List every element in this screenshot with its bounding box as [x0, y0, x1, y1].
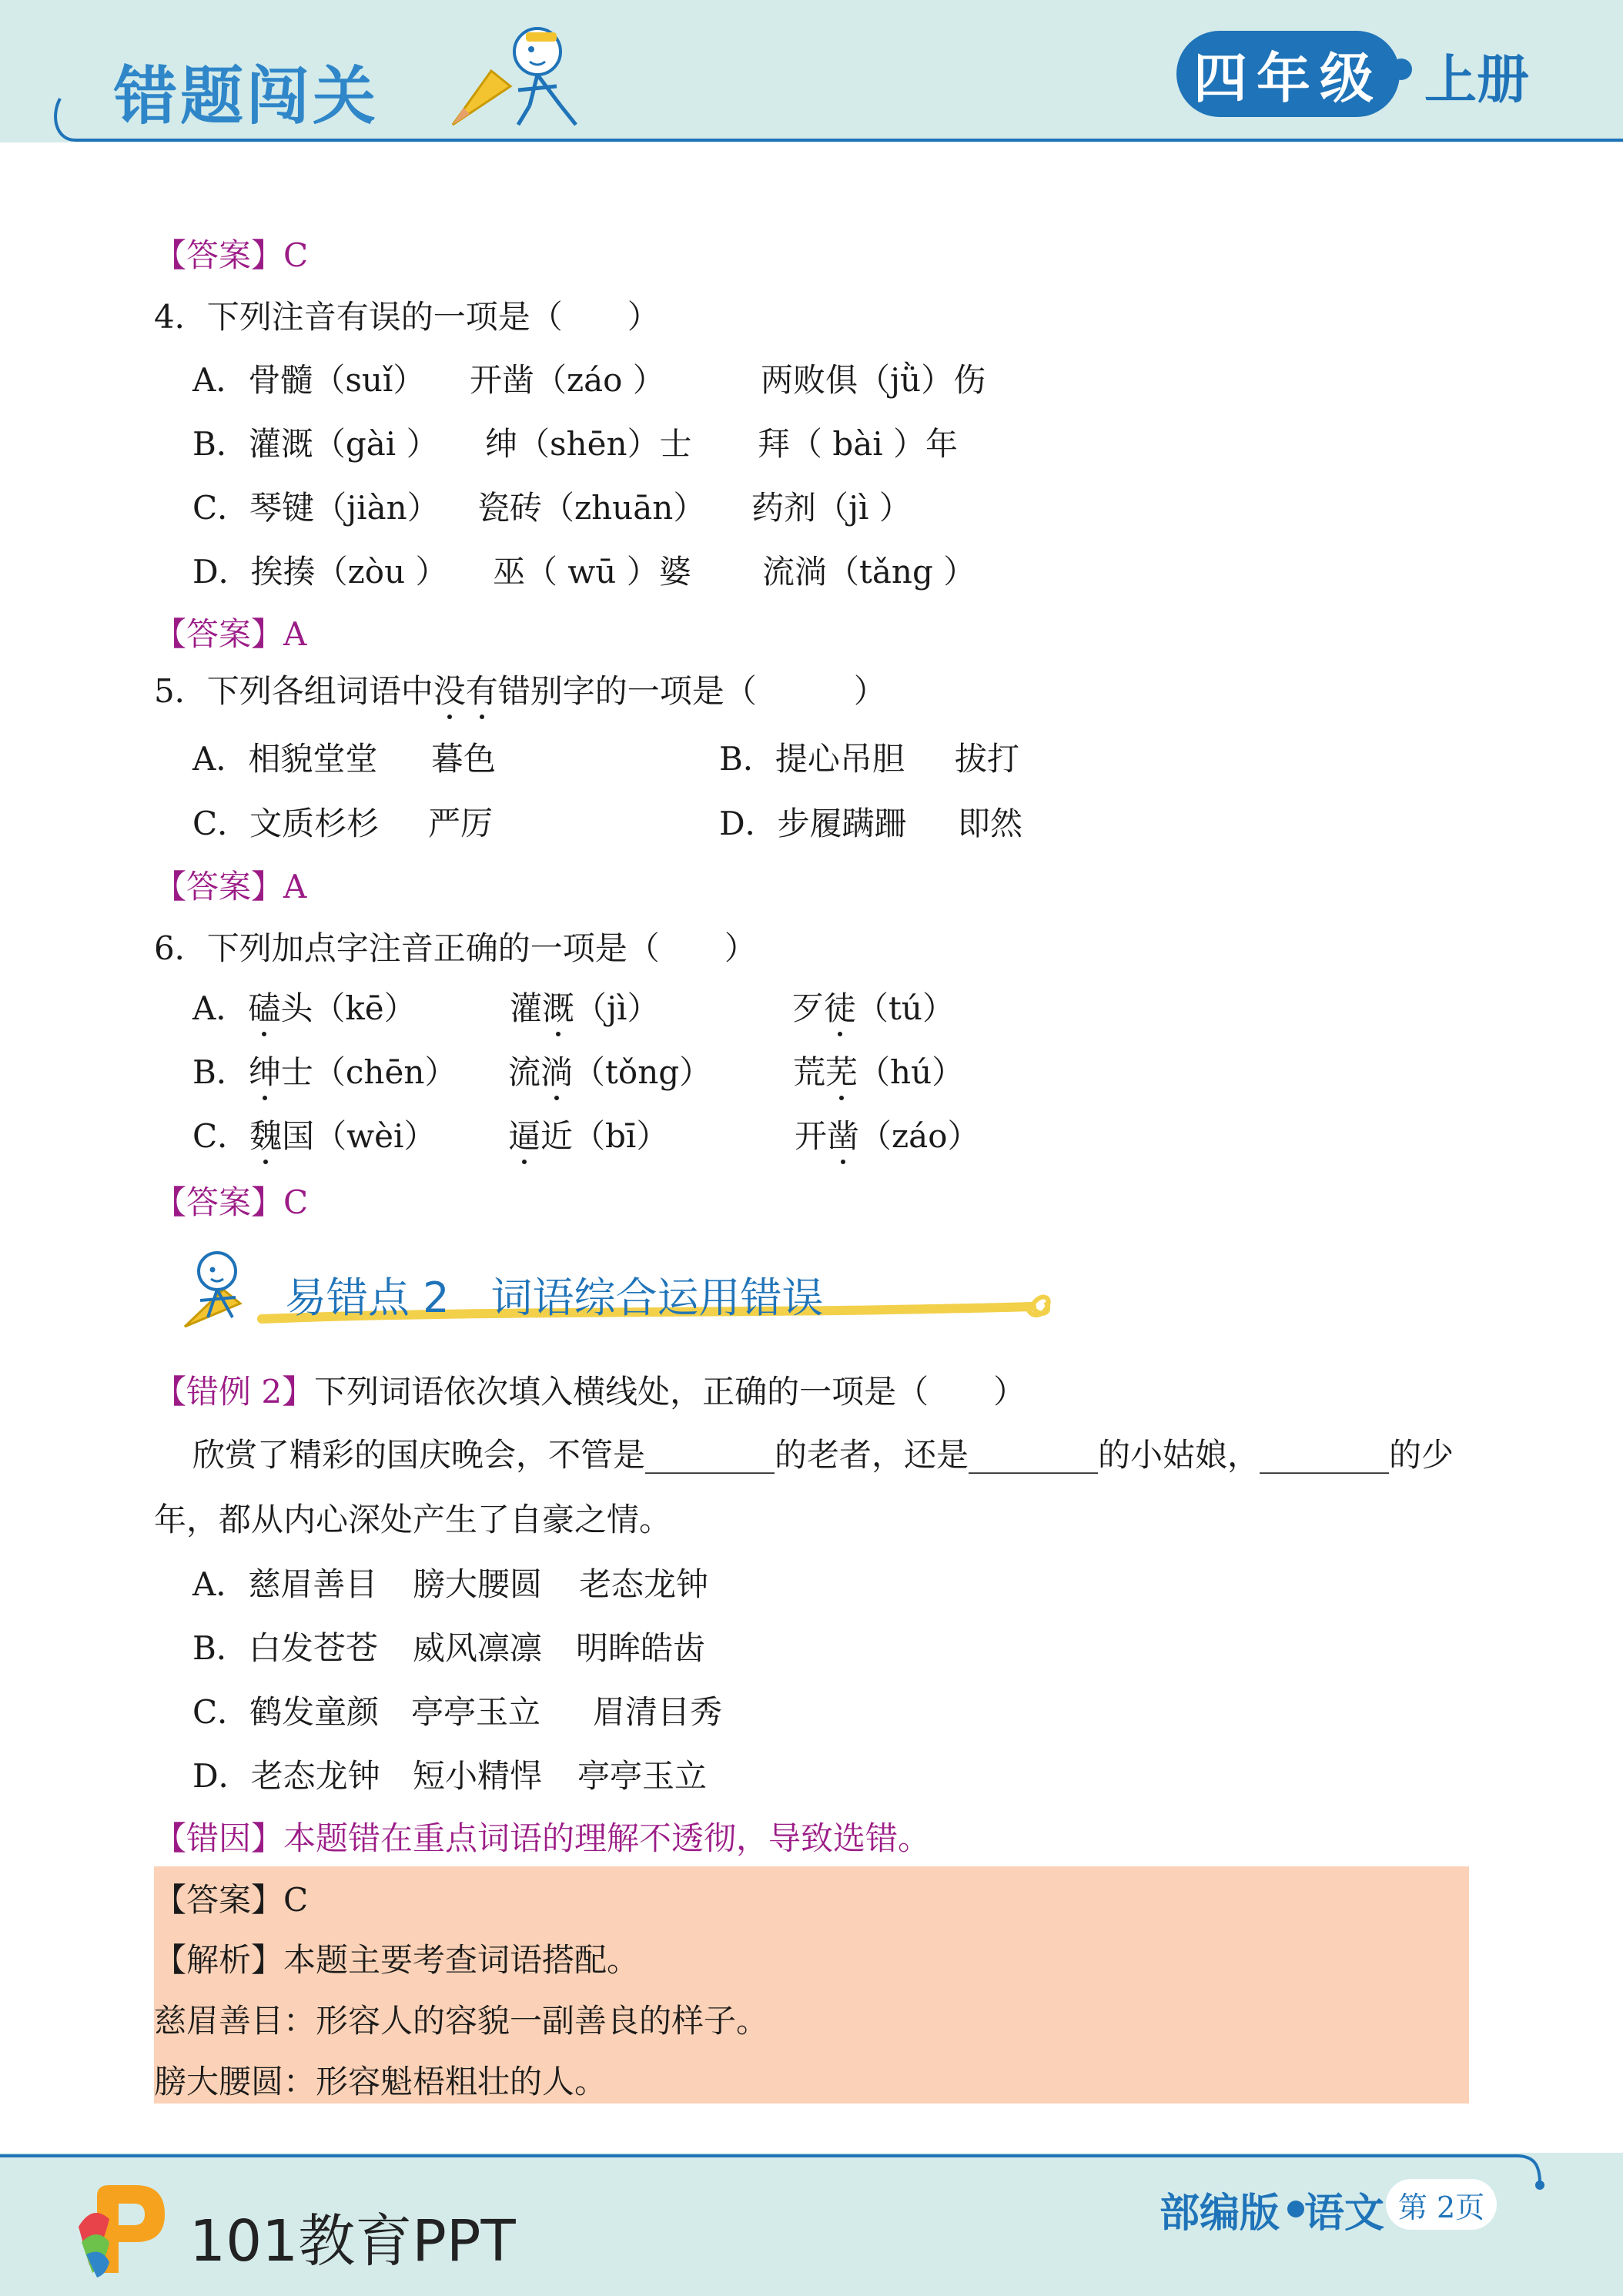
example-option-d2: 短小精悍: [413, 1757, 543, 1795]
q5-option-b-word2: 拔打: [955, 740, 1020, 778]
q6-a2-dot: 溉: [542, 987, 574, 1030]
q6-c3-rest: （záo）: [859, 1117, 980, 1155]
grade-label: 四年级: [1193, 46, 1383, 110]
example-option-b3: 明眸皓齿: [576, 1629, 706, 1667]
example-stem-text: 下列词语依次填入横线处，正确的一项是（ ）: [314, 1373, 1026, 1411]
q4-option-a1: A．骨髓（suǐ）: [192, 361, 426, 399]
q6-option-a3: [791, 987, 955, 1030]
q6-b3-dot: 芜: [825, 1051, 858, 1094]
q4-option-a2: 开凿（záo ）: [470, 361, 665, 399]
q6-a3-pre: 歹: [791, 989, 825, 1027]
q6-a2-rest: （jì）: [574, 989, 660, 1027]
section-title: 易错点 2 词语综合运用错误: [285, 1274, 824, 1322]
q5-stem: [154, 670, 886, 713]
q6-option-a1: [192, 987, 417, 1030]
example-stem: [154, 1371, 1026, 1414]
grade-badge: [1176, 31, 1400, 117]
q4-option-d2: 巫（ wū ）婆: [493, 553, 691, 591]
example-option-b2: 威风凛凛: [413, 1629, 543, 1667]
q6-option-a2: [510, 987, 660, 1030]
example-option-a3: 老态龙钟: [579, 1565, 709, 1603]
q4-option-c2: 瓷砖（zhuān）: [477, 489, 706, 527]
example-note-2: 膀大腰圆：形容魁梧粗壮的人。: [154, 2063, 607, 2100]
q6-a1-prefix: A．: [192, 989, 249, 1027]
q6-option-c1: [192, 1115, 436, 1158]
example-option-d3: 亭亭玉立: [577, 1757, 708, 1795]
q6-b3-rest: （hú）: [858, 1053, 965, 1091]
volume-label: 上册: [1424, 50, 1530, 111]
q3-answer: 【答案】C: [154, 236, 309, 274]
example-analysis: 【解析】本题主要考查词语搭配。: [154, 1941, 640, 1979]
q6-c3-dot: 凿: [827, 1115, 859, 1158]
q6-answer: 【答案】C: [154, 1183, 309, 1221]
q5-option-d: D．步履蹒跚: [719, 805, 907, 842]
q4-option-a3: 两败俱（jǜ）伤: [761, 361, 986, 399]
edition-label: 部编版: [1160, 2191, 1280, 2237]
q5-stem-dot1: 没: [433, 670, 466, 713]
q6-option-b1: [192, 1051, 457, 1094]
q4-option-d3: 流淌（tǎng ）: [762, 553, 976, 591]
q6-option-b3: [793, 1051, 964, 1094]
q6-option-c2: [508, 1115, 668, 1158]
example-option-c1: C．鹤发童颜: [192, 1693, 380, 1731]
q5-option-a: A．相貌堂堂: [192, 740, 378, 778]
q4-stem: 4．下列注音有误的一项是（ ）: [154, 298, 660, 336]
q5-option-a-word2: 暮色: [431, 740, 497, 778]
q6-c1-rest: 国（wèi）: [282, 1117, 437, 1155]
q6-c2-rest: 近（bī）: [540, 1117, 669, 1155]
q4-option-c1: C．琴键（jiàn）: [192, 489, 440, 527]
q5-option-d-word2: 即然: [958, 805, 1023, 842]
brand-logo-icon: [74, 2181, 182, 2281]
q6-b1-rest: 士（chēn）: [280, 1053, 457, 1091]
q6-c3-pre: 开: [795, 1117, 828, 1155]
example-option-c2: 亭亭玉立: [411, 1693, 541, 1731]
q5-stem-pre: 5．下列各组词语中: [154, 672, 433, 710]
q6-a3-dot: 徒: [824, 987, 856, 1030]
edition-dot: [1287, 2201, 1304, 2217]
q6-b2-rest: （tǒng）: [573, 1053, 712, 1091]
q6-b1-dot: 绅: [249, 1051, 281, 1094]
example-answer: 【答案】C: [154, 1881, 309, 1919]
example-note-1: 慈眉善目：形容人的容貌一副善良的样子。: [154, 2002, 769, 2040]
q6-b2-dot: 淌: [540, 1051, 573, 1094]
q6-c2-dot: 逼: [508, 1115, 540, 1158]
q6-b1-prefix: B．: [192, 1053, 249, 1091]
q4-option-b2: 绅（shēn）士: [485, 425, 692, 463]
grade-dot: [1390, 59, 1412, 80]
q5-stem-post: 错别字的一项是（ ）: [497, 672, 886, 710]
example-option-d1: D．老态龙钟: [192, 1757, 380, 1795]
q6-option-c3: [795, 1115, 980, 1158]
q6-b2-pre: 流: [508, 1053, 541, 1091]
example-passage-1: 欣赏了精彩的国庆晚会，不管是________的老者，还是________的小姑娘，________的少: [192, 1436, 1454, 1474]
q4-option-c3: 药剂（jì ）: [751, 489, 912, 527]
q6-option-b2: [508, 1051, 711, 1094]
q6-a1-rest: 头（kē）: [280, 989, 417, 1027]
q4-option-b1: B．灌溉（gài ）: [192, 425, 439, 463]
subject-label: 语文: [1304, 2191, 1385, 2237]
q4-option-b3: 拜（ bài ）年: [758, 425, 959, 463]
q5-stem-dot2: 有: [466, 670, 498, 713]
mascot-small-icon: [185, 1253, 240, 1327]
q6-b3-pre: 荒: [793, 1053, 826, 1091]
q5-answer: 【答案】A: [154, 868, 307, 905]
q6-a1-dot: 磕: [248, 987, 280, 1030]
q5-option-b: B．提心吊胆: [719, 740, 905, 778]
example-option-a2: 膀大腰圆: [413, 1565, 543, 1603]
example-tag: 【错例 2】: [154, 1373, 315, 1411]
q5-option-c-word2: 严厉: [428, 805, 494, 842]
q6-c1-prefix: C．: [192, 1117, 250, 1155]
example-cause: 【错因】本题错在重点词语的理解不透彻，导致选错。: [154, 1819, 931, 1857]
q6-a2-pre: 灌: [510, 989, 543, 1027]
q6-stem: 6．下列加点字注音正确的一项是（ ）: [154, 929, 757, 967]
footer-brand: 101教育PPT: [189, 2208, 516, 2274]
pencil-mascot-icon: [445, 17, 599, 132]
q5-option-c: C．文质杉杉: [192, 805, 380, 842]
example-option-a1: A．慈眉善目: [192, 1565, 378, 1603]
q4-answer: 【答案】A: [154, 615, 307, 653]
page-number: 第 2页: [1386, 2179, 1497, 2230]
q4-option-d1: D．挨揍（zòu ）: [192, 553, 448, 591]
example-option-b1: B．白发苍苍: [192, 1629, 378, 1667]
header-title: 错题闯关: [114, 60, 380, 133]
example-option-c3: 眉清目秀: [593, 1693, 723, 1731]
q6-a3-rest: （tú）: [856, 989, 955, 1027]
example-passage-2: 年，都从内心深处产生了自豪之情。: [154, 1501, 672, 1538]
q6-c1-dot: 魏: [249, 1115, 282, 1158]
